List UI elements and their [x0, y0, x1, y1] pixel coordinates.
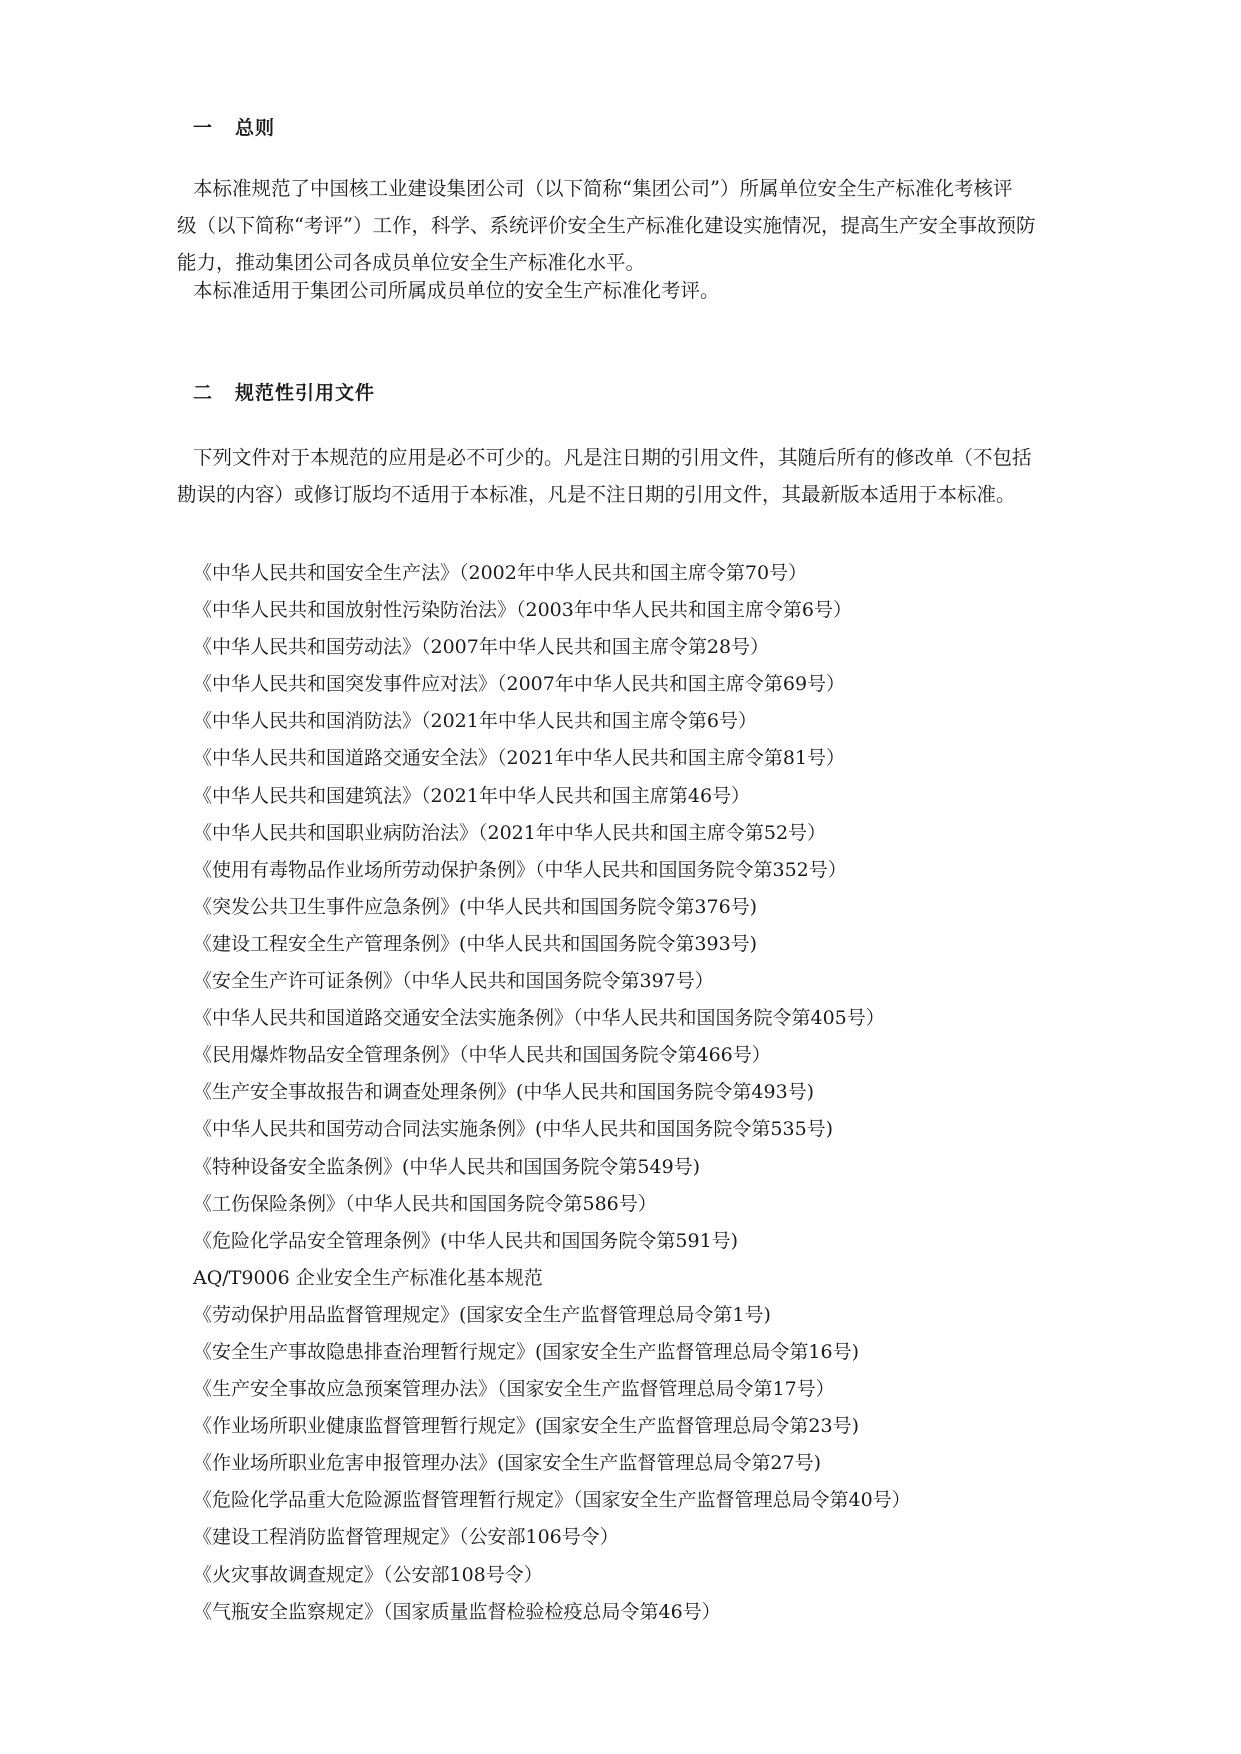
paragraph-line: 级（以下简称“考评”）工作，科学、系统评价安全生产标准化建设实施情况，提高生产安全事故预防 — [177, 214, 1036, 237]
reference-item: 《特种设备安全监条例》(中华人民共和国国务院令第549号) — [193, 1155, 701, 1178]
paragraph-line: 能力，推动集团公司各成员单位安全生产标准化水平。 — [177, 251, 646, 274]
reference-item: 《中华人民共和国职业病防治法》（2021年中华人民共和国主席令第52号） — [193, 821, 827, 844]
section-heading-references — [193, 378, 375, 405]
paragraph-line: 本标准规范了中国核工业建设集团公司（以下简称“集团公司”）所属单位安全生产标准化考核评 — [193, 177, 1013, 200]
reference-item: 《建设工程消防监督管理规定》（公安部106号令） — [193, 1526, 619, 1549]
general-paragraph — [177, 170, 1113, 281]
section-heading-general — [193, 113, 275, 140]
reference-item: 《气瓶安全监察规定》（国家质量监督检验检疫总局令第46号） — [193, 1600, 721, 1623]
reference-item: 《危险化学品安全管理条例》(中华人民共和国国务院令第591号) — [193, 1229, 739, 1252]
reference-item: 《中华人民共和国放射性污染防治法》（2003年中华人民共和国主席令第6号） — [193, 599, 852, 622]
reference-item: AQ/T9006 企业安全生产标准化基本规范 — [193, 1266, 543, 1289]
paragraph-line: 下列文件对于本规范的应用是必不可少的。凡是注日期的引用文件，其随后所有的修改单（不包括 — [193, 446, 1032, 469]
reference-item: 《作业场所职业危害申报管理办法》(国家安全生产监督管理总局令第27号) — [193, 1452, 822, 1475]
section-number: 二 — [193, 382, 214, 404]
scope-paragraph — [193, 272, 1113, 309]
references-intro-paragraph — [177, 439, 1113, 513]
reference-item: 《建设工程安全生产管理条例》(中华人民共和国国务院令第393号) — [193, 932, 758, 955]
reference-item: 《中华人民共和国建筑法》（2021年中华人民共和国主席第46号） — [193, 784, 751, 807]
paragraph-line: 勘误的内容）或修订版均不适用于本标准，凡是不注日期的引用文件，其最新版本适用于本标准。 — [177, 483, 1016, 506]
section-title: 总则 — [235, 117, 276, 139]
reference-item: 《中华人民共和国道路交通安全法实施条例》（中华人民共和国国务院令第405号） — [193, 1007, 885, 1030]
reference-item: 《中华人民共和国安全生产法》（2002年中华人民共和国主席令第70号） — [193, 562, 808, 584]
section-title: 规范性引用文件 — [235, 382, 376, 404]
reference-item: 《生产安全事故应急预案管理办法》（国家安全生产监督管理总局令第17号） — [193, 1378, 835, 1401]
reference-item: 《中华人民共和国劳动合同法实施条例》(中华人民共和国国务院令第535号) — [193, 1118, 834, 1141]
reference-item: 《生产安全事故报告和调查处理条例》(中华人民共和国国务院令第493号) — [193, 1081, 815, 1104]
reference-item: 《使用有毒物品作业场所劳动保护条例》（中华人民共和国国务院令第352号） — [193, 858, 847, 881]
reference-item: 《危险化学品重大危险源监督管理暂行规定》（国家安全生产监督管理总局令第40号） — [193, 1489, 911, 1512]
reference-list — [193, 555, 1153, 1631]
reference-item: 《作业场所职业健康监督管理暂行规定》(国家安全生产监督管理总局令第23号) — [193, 1415, 860, 1438]
reference-item: 《安全生产事故隐患排查治理暂行规定》(国家安全生产监督管理总局令第16号) — [193, 1340, 860, 1363]
reference-item: 《突发公共卫生事件应急条例》(中华人民共和国国务院令第376号) — [193, 895, 758, 918]
reference-item: 《火灾事故调查规定》（公安部108号令） — [193, 1563, 543, 1586]
section-number: 一 — [193, 117, 214, 139]
reference-item: 《工伤保险条例》（中华人民共和国国务院令第586号） — [193, 1192, 657, 1215]
reference-item: 《民用爆炸物品安全管理条例》（中华人民共和国国务院令第466号） — [193, 1044, 771, 1067]
reference-item: 《中华人民共和国突发事件应对法》（2007年中华人民共和国主席令第69号） — [193, 673, 846, 696]
reference-item: 《安全生产许可证条例》（中华人民共和国国务院令第397号） — [193, 970, 714, 993]
reference-item: 《劳动保护用品监督管理规定》(国家安全生产监督管理总局令第1号) — [193, 1303, 771, 1326]
reference-item: 《中华人民共和国道路交通安全法》（2021年中华人民共和国主席令第81号） — [193, 747, 846, 770]
paragraph-line: 本标准适用于集团公司所属成员单位的安全生产标准化考评。 — [193, 279, 720, 302]
reference-item: 《中华人民共和国劳动法》（2007年中华人民共和国主席令第28号） — [193, 636, 770, 659]
reference-item: 《中华人民共和国消防法》（2021年中华人民共和国主席令第6号） — [193, 710, 757, 733]
